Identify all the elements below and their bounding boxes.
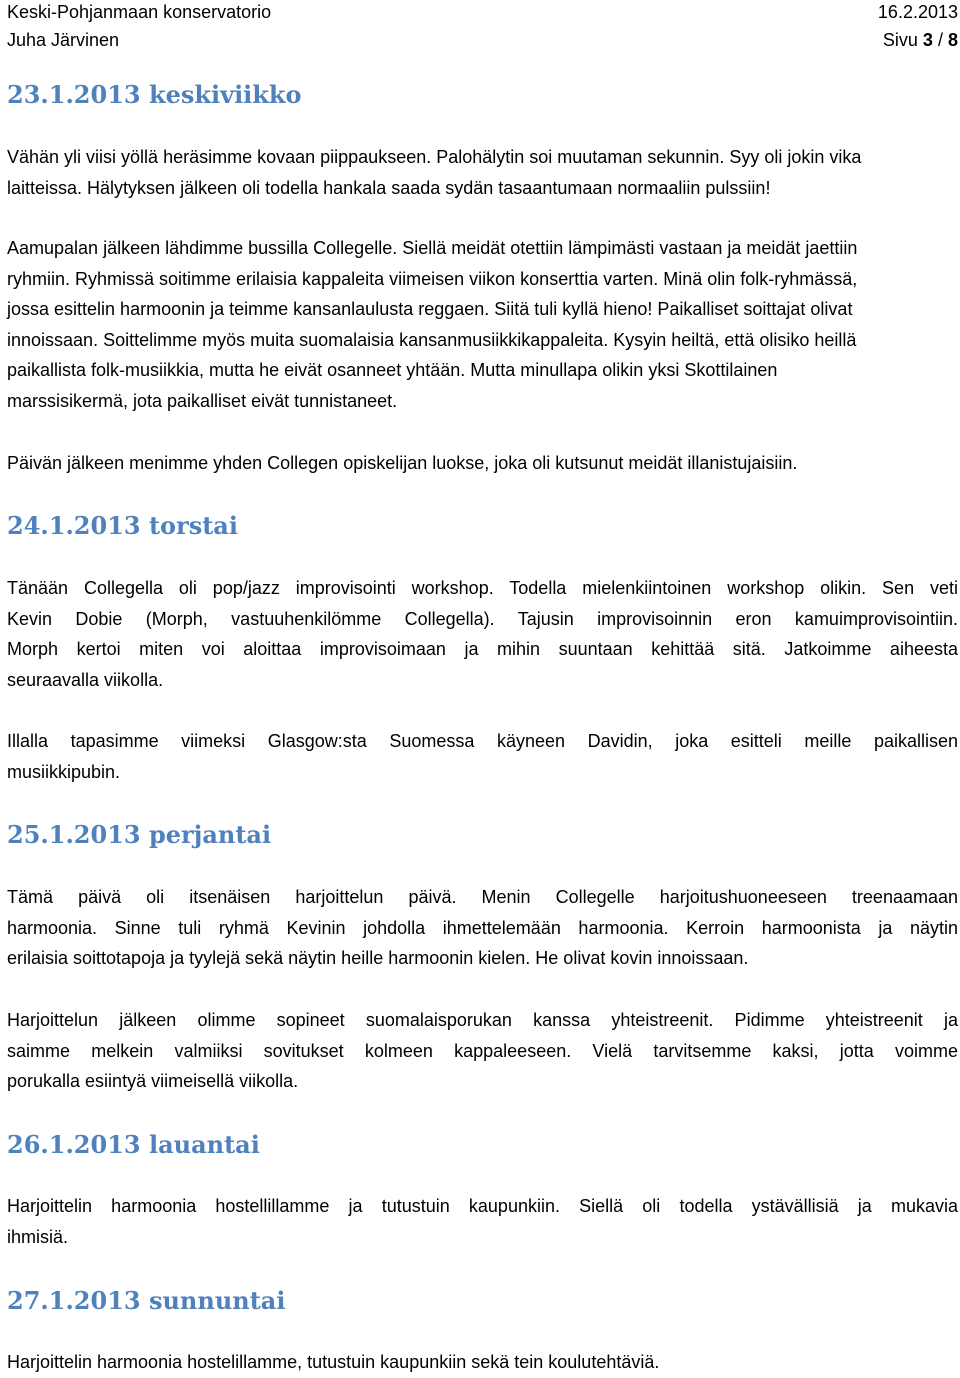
header-page-number (883, 28, 958, 52)
page-header-row-2 (7, 28, 958, 52)
paragraph (7, 1191, 958, 1252)
text-line: Tänään Collegella oli pop/jazz improvisointi workshop. Todella mielenkiintoinen workshop olikin. Sen veti (7, 578, 958, 598)
page-total: 8 (947, 30, 958, 50)
text-line: musiikkipubin. (7, 761, 121, 782)
entry-date-heading: 26.1.2013 lauantai (7, 1130, 260, 1159)
text-line: erilaisia soittotapoja ja tyylejä sekä näytin heille harmoonin kielen. He olivat kovin innoissaan. (7, 948, 749, 968)
entry-date-heading: 23.1.2013 keskiviikko (7, 80, 302, 109)
text-line: Aamupalan jälkeen lähdimme bussilla Collegelle. Siellä meidät otettiin lämpimästi vastaan ja meidät jaettiin (7, 238, 858, 258)
entry-date-heading: 27.1.2013 sunnuntai (7, 1286, 286, 1315)
paragraph (7, 882, 958, 974)
text-line: Harjoittelin harmoonia hostelillamme, tutustuin kaupunkiin sekä tein koulutehtäviä. (7, 1352, 660, 1372)
text-line: ihmisiä. (7, 1226, 69, 1247)
text-line: Morph kertoi miten voi aloittaa improvisoimaan ja mihin suuntaan kehittää sitä. Jatkoimme aiheesta (7, 639, 958, 659)
header-organization: Keski-Pohjanmaan konservatorio (7, 2, 272, 22)
text-line: Tämä päivä oli itsenäisen harjoittelun päivä. Menin Collegelle harjoitushuoneeseen treenaamaan (7, 887, 958, 907)
paragraph (7, 726, 958, 787)
paragraph (7, 1347, 958, 1378)
entry-date-heading: 24.1.2013 torstai (7, 511, 238, 540)
text-line: Harjoittelun jälkeen olimme sopineet suomalaisporukan kanssa yhteistreenit. Pidimme yhteistreenit ja (7, 1010, 958, 1030)
header-author: Juha Järvinen (7, 30, 120, 50)
text-line: innoissaan. Soittelimme myös muita suomalaisia kansanmusiikkikappaleita. Kysyin heiltä, että olisiko heillä (7, 329, 857, 350)
page-separator: / (937, 30, 943, 50)
text-line: paikallista folk-musiikkia, mutta he eivät osanneet yhtään. Mutta minullapa olikin yksi Skottilainen (7, 360, 778, 380)
text-line: Vähän yli viisi yöllä heräsimme kovaan piippaukseen. Palohälytin soi muutaman sekunnin. Syy oli jokin vika (7, 147, 862, 167)
text-line: Päivän jälkeen menimme yhden Collegen opiskelijan luokse, joka oli kutsunut meidät illanistujaisiin. (7, 453, 798, 473)
entry-date-heading: 25.1.2013 perjantai (7, 820, 272, 849)
paragraph (7, 1005, 958, 1097)
text-line: saimme melkein valmiiksi sovitukset kolmeen kappaleeseen. Vielä tarvitsemme kaksi, jotta voimme (7, 1040, 958, 1061)
page-current: 3 (922, 30, 933, 50)
page-header-row-1 (7, 0, 958, 24)
text-line: Kevin Dobie (Morph, vastuuhenkilömme Collegella). Tajusin improvisoinnin eron kamuimprovisointiin. (7, 608, 958, 629)
paragraph (7, 573, 958, 695)
header-date: 16.2.2013 (877, 2, 958, 22)
text-line: ryhmiin. Ryhmissä soitimme erilaisia kappaleita viimeisen viikon konserttia varten. Minä olin folk-ryhmässä, (7, 268, 858, 289)
text-line: laitteissa. Hälytyksen jälkeen oli todella hankala saada sydän tasaantumaan normaaliin pulssiin! (7, 177, 771, 198)
paragraph (7, 142, 958, 203)
text-line: Illalla tapasimme viimeksi Glasgow:sta Suomessa käyneen Davidin, joka esitteli meille paikallisen (7, 731, 958, 751)
page-label: Sivu (882, 30, 918, 50)
text-line: marssisikermä, jota paikalliset eivät tunnistaneet. (7, 390, 398, 411)
text-line: harmoonia. Sinne tuli ryhmä Kevinin johdolla ihmettelemään harmoonia. Kerroin harmoonista ja näytin (7, 917, 958, 938)
text-line: porukalla esiintyä viimeisellä viikolla. (7, 1071, 299, 1091)
paragraph (7, 448, 958, 479)
text-line: jossa esittelin harmoonin ja teimme kansanlaulusta reggaen. Siitä tuli kyllä hieno! Paikalliset soittajat olivat (7, 299, 853, 319)
text-line: seuraavalla viikolla. (7, 669, 164, 690)
text-line: Harjoittelin harmoonia hostellillamme ja tutustuin kaupunkiin. Siellä oli todella ystävällisiä ja mukavia (7, 1196, 958, 1216)
paragraph (7, 233, 958, 416)
